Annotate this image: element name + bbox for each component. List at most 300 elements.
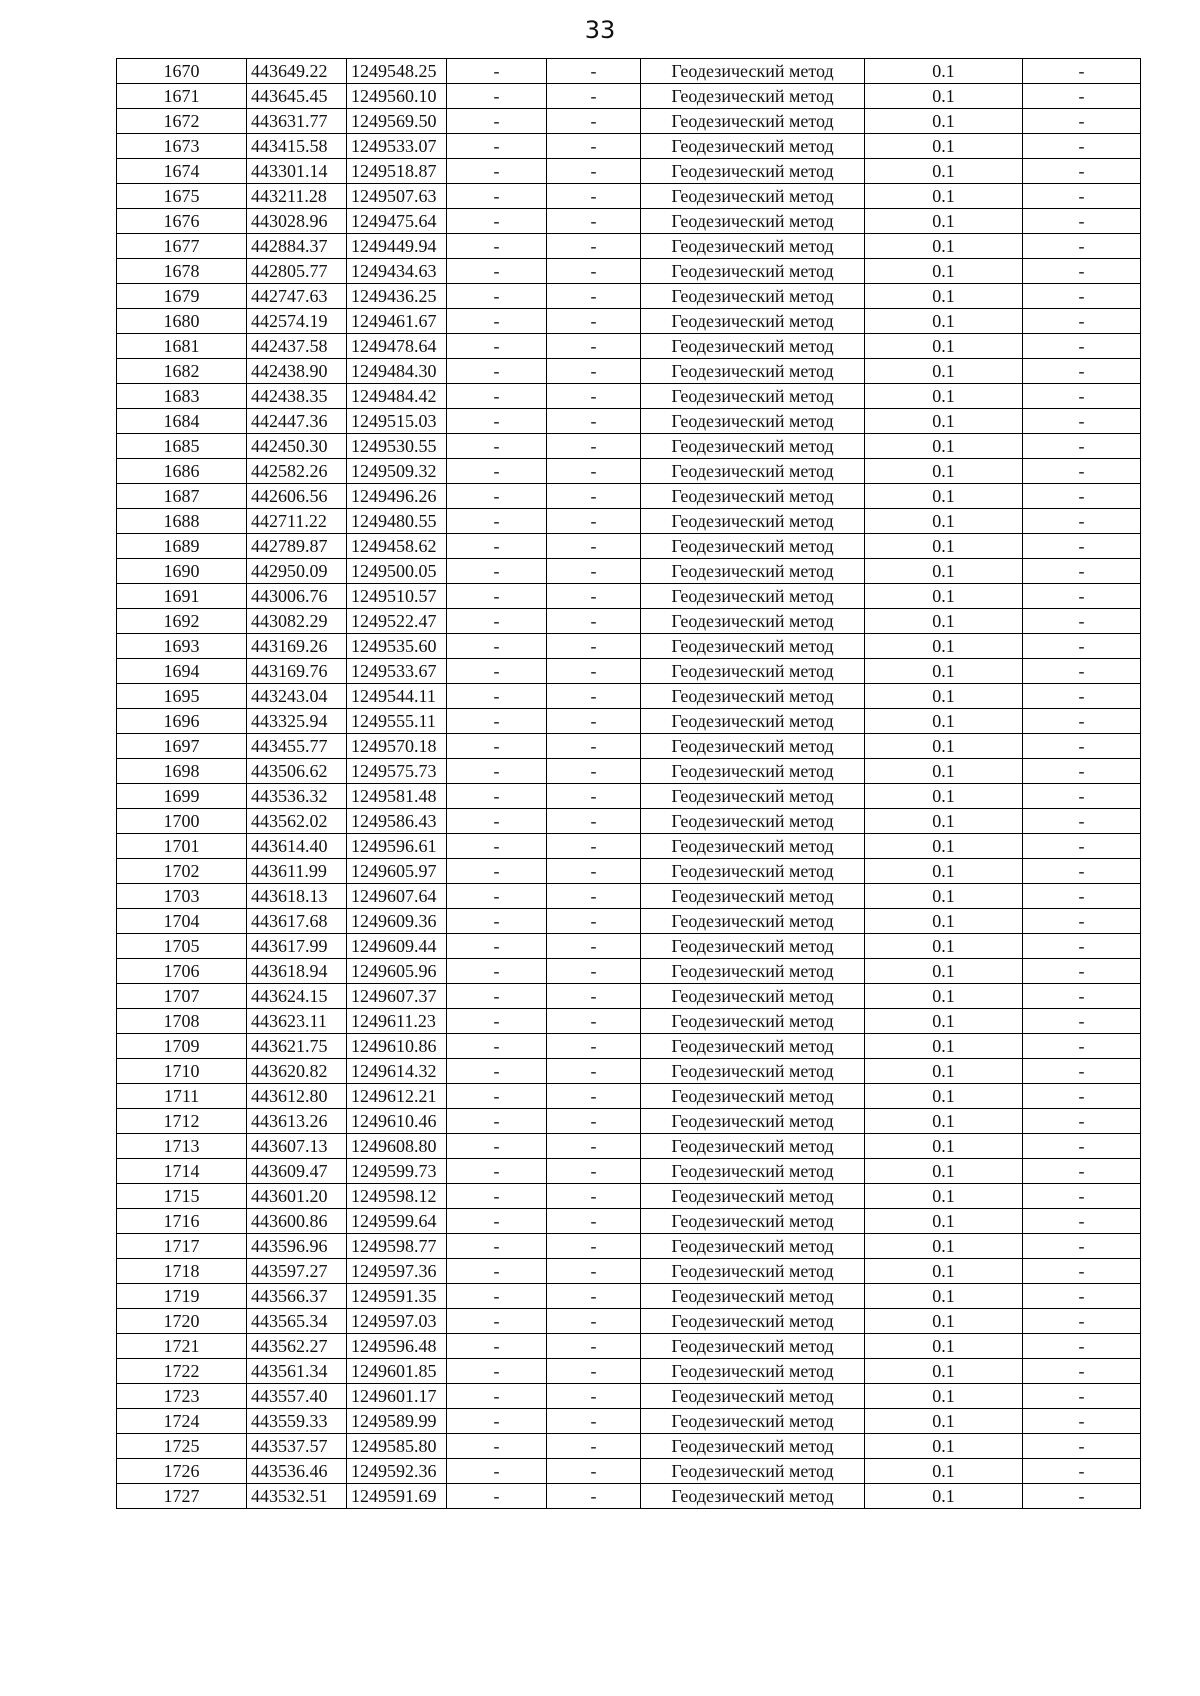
y-coordinate-cell: 1249601.17 xyxy=(347,1384,447,1409)
y-coordinate-cell: 1249535.60 xyxy=(347,634,447,659)
table-row xyxy=(117,184,1141,209)
y-coordinate-cell: 1249597.36 xyxy=(347,1259,447,1284)
y-coordinate-cell: 1249475.64 xyxy=(347,209,447,234)
col-8-cell: - xyxy=(1023,1084,1141,1109)
accuracy-cell: 0.1 xyxy=(865,934,1023,959)
method-cell: Геодезический метод xyxy=(641,334,865,359)
y-coordinate-cell: 1249612.21 xyxy=(347,1084,447,1109)
point-number-cell: 1680 xyxy=(117,309,247,334)
col-5-cell: - xyxy=(547,1359,641,1384)
point-number-cell: 1720 xyxy=(117,1309,247,1334)
x-coordinate-cell: 443169.26 xyxy=(247,634,347,659)
col-4-cell: - xyxy=(447,1434,547,1459)
col-5-cell: - xyxy=(547,484,641,509)
y-coordinate-cell: 1249461.67 xyxy=(347,309,447,334)
accuracy-cell: 0.1 xyxy=(865,384,1023,409)
col-5-cell: - xyxy=(547,1034,641,1059)
x-coordinate-cell: 443301.14 xyxy=(247,159,347,184)
accuracy-cell: 0.1 xyxy=(865,1184,1023,1209)
y-coordinate-cell: 1249522.47 xyxy=(347,609,447,634)
point-number-cell: 1683 xyxy=(117,384,247,409)
x-coordinate-cell: 443455.77 xyxy=(247,734,347,759)
col-8-cell: - xyxy=(1023,159,1141,184)
method-cell: Геодезический метод xyxy=(641,1159,865,1184)
method-cell: Геодезический метод xyxy=(641,1309,865,1334)
method-cell: Геодезический метод xyxy=(641,809,865,834)
page-number: 33 xyxy=(584,16,616,44)
col-8-cell: - xyxy=(1023,834,1141,859)
point-number-cell: 1724 xyxy=(117,1409,247,1434)
col-8-cell: - xyxy=(1023,1234,1141,1259)
table-row xyxy=(117,1059,1141,1084)
method-cell: Геодезический метод xyxy=(641,509,865,534)
method-cell: Геодезический метод xyxy=(641,909,865,934)
point-number-cell: 1701 xyxy=(117,834,247,859)
col-5-cell: - xyxy=(547,559,641,584)
col-5-cell: - xyxy=(547,1434,641,1459)
table-row xyxy=(117,159,1141,184)
x-coordinate-cell: 443611.99 xyxy=(247,859,347,884)
accuracy-cell: 0.1 xyxy=(865,559,1023,584)
col-4-cell: - xyxy=(447,559,547,584)
table-row xyxy=(117,759,1141,784)
x-coordinate-cell: 442438.35 xyxy=(247,384,347,409)
x-coordinate-cell: 443623.11 xyxy=(247,1009,347,1034)
method-cell: Геодезический метод xyxy=(641,259,865,284)
method-cell: Геодезический метод xyxy=(641,1409,865,1434)
table-row xyxy=(117,559,1141,584)
table-row xyxy=(117,284,1141,309)
x-coordinate-cell: 443082.29 xyxy=(247,609,347,634)
col-5-cell: - xyxy=(547,409,641,434)
method-cell: Геодезический метод xyxy=(641,759,865,784)
method-cell: Геодезический метод xyxy=(641,1384,865,1409)
x-coordinate-cell: 443624.15 xyxy=(247,984,347,1009)
col-4-cell: - xyxy=(447,934,547,959)
y-coordinate-cell: 1249509.32 xyxy=(347,459,447,484)
col-4-cell: - xyxy=(447,1284,547,1309)
y-coordinate-cell: 1249607.64 xyxy=(347,884,447,909)
method-cell: Геодезический метод xyxy=(641,484,865,509)
x-coordinate-cell: 443557.40 xyxy=(247,1384,347,1409)
accuracy-cell: 0.1 xyxy=(865,209,1023,234)
table-row xyxy=(117,1184,1141,1209)
accuracy-cell: 0.1 xyxy=(865,259,1023,284)
accuracy-cell: 0.1 xyxy=(865,1334,1023,1359)
col-4-cell: - xyxy=(447,1309,547,1334)
col-4-cell: - xyxy=(447,1459,547,1484)
y-coordinate-cell: 1249458.62 xyxy=(347,534,447,559)
col-8-cell: - xyxy=(1023,384,1141,409)
table-row xyxy=(117,84,1141,109)
method-cell: Геодезический метод xyxy=(641,1209,865,1234)
col-5-cell: - xyxy=(547,384,641,409)
point-number-cell: 1700 xyxy=(117,809,247,834)
col-8-cell: - xyxy=(1023,559,1141,584)
point-number-cell: 1671 xyxy=(117,84,247,109)
col-8-cell: - xyxy=(1023,609,1141,634)
table-row xyxy=(117,1284,1141,1309)
method-cell: Геодезический метод xyxy=(641,734,865,759)
col-4-cell: - xyxy=(447,1134,547,1159)
col-4-cell: - xyxy=(447,159,547,184)
col-5-cell: - xyxy=(547,984,641,1009)
accuracy-cell: 0.1 xyxy=(865,809,1023,834)
col-5-cell: - xyxy=(547,109,641,134)
point-number-cell: 1718 xyxy=(117,1259,247,1284)
x-coordinate-cell: 443612.80 xyxy=(247,1084,347,1109)
col-5-cell: - xyxy=(547,1159,641,1184)
accuracy-cell: 0.1 xyxy=(865,359,1023,384)
x-coordinate-cell: 442438.90 xyxy=(247,359,347,384)
point-number-cell: 1698 xyxy=(117,759,247,784)
col-8-cell: - xyxy=(1023,784,1141,809)
method-cell: Геодезический метод xyxy=(641,1009,865,1034)
x-coordinate-cell: 443561.34 xyxy=(247,1359,347,1384)
point-number-cell: 1722 xyxy=(117,1359,247,1384)
col-8-cell: - xyxy=(1023,984,1141,1009)
col-4-cell: - xyxy=(447,1009,547,1034)
x-coordinate-cell: 443600.86 xyxy=(247,1209,347,1234)
method-cell: Геодезический метод xyxy=(641,959,865,984)
point-number-cell: 1725 xyxy=(117,1434,247,1459)
method-cell: Геодезический метод xyxy=(641,709,865,734)
col-4-cell: - xyxy=(447,584,547,609)
x-coordinate-cell: 443532.51 xyxy=(247,1484,347,1509)
col-4-cell: - xyxy=(447,284,547,309)
point-number-cell: 1721 xyxy=(117,1334,247,1359)
y-coordinate-cell: 1249591.35 xyxy=(347,1284,447,1309)
point-number-cell: 1686 xyxy=(117,459,247,484)
col-4-cell: - xyxy=(447,909,547,934)
col-8-cell: - xyxy=(1023,534,1141,559)
col-5-cell: - xyxy=(547,1059,641,1084)
col-5-cell: - xyxy=(547,284,641,309)
col-5-cell: - xyxy=(547,59,641,84)
method-cell: Геодезический метод xyxy=(641,1109,865,1134)
accuracy-cell: 0.1 xyxy=(865,509,1023,534)
y-coordinate-cell: 1249484.30 xyxy=(347,359,447,384)
x-coordinate-cell: 443562.02 xyxy=(247,809,347,834)
table-row xyxy=(117,1134,1141,1159)
table-row xyxy=(117,309,1141,334)
method-cell: Геодезический метод xyxy=(641,1034,865,1059)
col-4-cell: - xyxy=(447,209,547,234)
col-5-cell: - xyxy=(547,359,641,384)
col-5-cell: - xyxy=(547,959,641,984)
col-8-cell: - xyxy=(1023,284,1141,309)
point-number-cell: 1679 xyxy=(117,284,247,309)
method-cell: Геодезический метод xyxy=(641,159,865,184)
accuracy-cell: 0.1 xyxy=(865,1359,1023,1384)
col-8-cell: - xyxy=(1023,1459,1141,1484)
point-number-cell: 1673 xyxy=(117,134,247,159)
point-number-cell: 1672 xyxy=(117,109,247,134)
col-5-cell: - xyxy=(547,1109,641,1134)
col-8-cell: - xyxy=(1023,434,1141,459)
col-8-cell: - xyxy=(1023,734,1141,759)
col-4-cell: - xyxy=(447,1184,547,1209)
col-4-cell: - xyxy=(447,134,547,159)
point-number-cell: 1688 xyxy=(117,509,247,534)
table-row xyxy=(117,1334,1141,1359)
method-cell: Геодезический метод xyxy=(641,934,865,959)
table-row xyxy=(117,134,1141,159)
point-number-cell: 1681 xyxy=(117,334,247,359)
point-number-cell: 1696 xyxy=(117,709,247,734)
accuracy-cell: 0.1 xyxy=(865,1234,1023,1259)
x-coordinate-cell: 443609.47 xyxy=(247,1159,347,1184)
table-row xyxy=(117,1484,1141,1509)
accuracy-cell: 0.1 xyxy=(865,1484,1023,1509)
point-number-cell: 1710 xyxy=(117,1059,247,1084)
col-5-cell: - xyxy=(547,259,641,284)
col-4-cell: - xyxy=(447,1484,547,1509)
y-coordinate-cell: 1249533.67 xyxy=(347,659,447,684)
table-row xyxy=(117,834,1141,859)
col-5-cell: - xyxy=(547,1309,641,1334)
col-4-cell: - xyxy=(447,684,547,709)
col-4-cell: - xyxy=(447,359,547,384)
method-cell: Геодезический метод xyxy=(641,384,865,409)
y-coordinate-cell: 1249610.46 xyxy=(347,1109,447,1134)
y-coordinate-cell: 1249586.43 xyxy=(347,809,447,834)
table-row xyxy=(117,1409,1141,1434)
x-coordinate-cell: 443649.22 xyxy=(247,59,347,84)
method-cell: Геодезический метод xyxy=(641,134,865,159)
table-row xyxy=(117,1109,1141,1134)
y-coordinate-cell: 1249596.48 xyxy=(347,1334,447,1359)
col-4-cell: - xyxy=(447,1359,547,1384)
col-8-cell: - xyxy=(1023,659,1141,684)
point-number-cell: 1705 xyxy=(117,934,247,959)
x-coordinate-cell: 443211.28 xyxy=(247,184,347,209)
x-coordinate-cell: 443506.62 xyxy=(247,759,347,784)
x-coordinate-cell: 443536.46 xyxy=(247,1459,347,1484)
accuracy-cell: 0.1 xyxy=(865,634,1023,659)
point-number-cell: 1707 xyxy=(117,984,247,1009)
x-coordinate-cell: 442582.26 xyxy=(247,459,347,484)
col-4-cell: - xyxy=(447,609,547,634)
y-coordinate-cell: 1249484.42 xyxy=(347,384,447,409)
col-4-cell: - xyxy=(447,434,547,459)
y-coordinate-cell: 1249500.05 xyxy=(347,559,447,584)
col-4-cell: - xyxy=(447,484,547,509)
table-row xyxy=(117,809,1141,834)
point-number-cell: 1723 xyxy=(117,1384,247,1409)
col-8-cell: - xyxy=(1023,684,1141,709)
table-body xyxy=(117,59,1141,1509)
method-cell: Геодезический метод xyxy=(641,584,865,609)
point-number-cell: 1697 xyxy=(117,734,247,759)
col-8-cell: - xyxy=(1023,1159,1141,1184)
col-8-cell: - xyxy=(1023,1309,1141,1334)
col-5-cell: - xyxy=(547,1459,641,1484)
accuracy-cell: 0.1 xyxy=(865,1084,1023,1109)
table-row xyxy=(117,659,1141,684)
x-coordinate-cell: 442606.56 xyxy=(247,484,347,509)
x-coordinate-cell: 443618.13 xyxy=(247,884,347,909)
col-5-cell: - xyxy=(547,309,641,334)
col-5-cell: - xyxy=(547,909,641,934)
col-4-cell: - xyxy=(447,509,547,534)
col-8-cell: - xyxy=(1023,634,1141,659)
x-coordinate-cell: 442950.09 xyxy=(247,559,347,584)
y-coordinate-cell: 1249609.44 xyxy=(347,934,447,959)
x-coordinate-cell: 443565.34 xyxy=(247,1309,347,1334)
method-cell: Геодезический метод xyxy=(641,1334,865,1359)
y-coordinate-cell: 1249608.80 xyxy=(347,1134,447,1159)
y-coordinate-cell: 1249601.85 xyxy=(347,1359,447,1384)
accuracy-cell: 0.1 xyxy=(865,409,1023,434)
col-4-cell: - xyxy=(447,84,547,109)
x-coordinate-cell: 442789.87 xyxy=(247,534,347,559)
table-row xyxy=(117,259,1141,284)
y-coordinate-cell: 1249449.94 xyxy=(347,234,447,259)
table-row xyxy=(117,884,1141,909)
accuracy-cell: 0.1 xyxy=(865,1434,1023,1459)
point-number-cell: 1703 xyxy=(117,884,247,909)
method-cell: Геодезический метод xyxy=(641,1284,865,1309)
col-5-cell: - xyxy=(547,1134,641,1159)
method-cell: Геодезический метод xyxy=(641,859,865,884)
point-number-cell: 1695 xyxy=(117,684,247,709)
method-cell: Геодезический метод xyxy=(641,609,865,634)
y-coordinate-cell: 1249592.36 xyxy=(347,1459,447,1484)
col-5-cell: - xyxy=(547,734,641,759)
x-coordinate-cell: 442805.77 xyxy=(247,259,347,284)
col-8-cell: - xyxy=(1023,1384,1141,1409)
col-4-cell: - xyxy=(447,784,547,809)
method-cell: Геодезический метод xyxy=(641,1484,865,1509)
col-4-cell: - xyxy=(447,309,547,334)
col-5-cell: - xyxy=(547,784,641,809)
col-4-cell: - xyxy=(447,384,547,409)
table-row xyxy=(117,1084,1141,1109)
col-5-cell: - xyxy=(547,1384,641,1409)
x-coordinate-cell: 443631.77 xyxy=(247,109,347,134)
accuracy-cell: 0.1 xyxy=(865,1034,1023,1059)
y-coordinate-cell: 1249610.86 xyxy=(347,1034,447,1059)
accuracy-cell: 0.1 xyxy=(865,1134,1023,1159)
col-5-cell: - xyxy=(547,684,641,709)
x-coordinate-cell: 443243.04 xyxy=(247,684,347,709)
method-cell: Геодезический метод xyxy=(641,634,865,659)
point-number-cell: 1689 xyxy=(117,534,247,559)
table-row xyxy=(117,59,1141,84)
accuracy-cell: 0.1 xyxy=(865,1159,1023,1184)
accuracy-cell: 0.1 xyxy=(865,1109,1023,1134)
accuracy-cell: 0.1 xyxy=(865,1459,1023,1484)
accuracy-cell: 0.1 xyxy=(865,334,1023,359)
table-row xyxy=(117,734,1141,759)
col-5-cell: - xyxy=(547,859,641,884)
table-row xyxy=(117,959,1141,984)
point-number-cell: 1708 xyxy=(117,1009,247,1034)
method-cell: Геодезический метод xyxy=(641,359,865,384)
col-5-cell: - xyxy=(547,1284,641,1309)
y-coordinate-cell: 1249478.64 xyxy=(347,334,447,359)
y-coordinate-cell: 1249599.64 xyxy=(347,1209,447,1234)
method-cell: Геодезический метод xyxy=(641,684,865,709)
col-4-cell: - xyxy=(447,859,547,884)
col-4-cell: - xyxy=(447,834,547,859)
col-5-cell: - xyxy=(547,1184,641,1209)
y-coordinate-cell: 1249436.25 xyxy=(347,284,447,309)
col-4-cell: - xyxy=(447,659,547,684)
x-coordinate-cell: 443325.94 xyxy=(247,709,347,734)
table-row xyxy=(117,409,1141,434)
point-number-cell: 1682 xyxy=(117,359,247,384)
point-number-cell: 1678 xyxy=(117,259,247,284)
x-coordinate-cell: 443597.27 xyxy=(247,1259,347,1284)
x-coordinate-cell: 443536.32 xyxy=(247,784,347,809)
table-row xyxy=(117,1434,1141,1459)
method-cell: Геодезический метод xyxy=(641,184,865,209)
col-5-cell: - xyxy=(547,234,641,259)
y-coordinate-cell: 1249507.63 xyxy=(347,184,447,209)
col-5-cell: - xyxy=(547,1084,641,1109)
table-row xyxy=(117,1309,1141,1334)
col-4-cell: - xyxy=(447,1034,547,1059)
point-number-cell: 1711 xyxy=(117,1084,247,1109)
y-coordinate-cell: 1249605.97 xyxy=(347,859,447,884)
col-8-cell: - xyxy=(1023,1284,1141,1309)
point-number-cell: 1727 xyxy=(117,1484,247,1509)
table-row xyxy=(117,509,1141,534)
y-coordinate-cell: 1249611.23 xyxy=(347,1009,447,1034)
point-number-cell: 1709 xyxy=(117,1034,247,1059)
col-8-cell: - xyxy=(1023,709,1141,734)
point-number-cell: 1691 xyxy=(117,584,247,609)
accuracy-cell: 0.1 xyxy=(865,734,1023,759)
col-5-cell: - xyxy=(547,584,641,609)
col-5-cell: - xyxy=(547,834,641,859)
y-coordinate-cell: 1249480.55 xyxy=(347,509,447,534)
table-row xyxy=(117,584,1141,609)
y-coordinate-cell: 1249597.03 xyxy=(347,1309,447,1334)
col-8-cell: - xyxy=(1023,459,1141,484)
accuracy-cell: 0.1 xyxy=(865,59,1023,84)
table-row xyxy=(117,784,1141,809)
x-coordinate-cell: 443621.75 xyxy=(247,1034,347,1059)
y-coordinate-cell: 1249548.25 xyxy=(347,59,447,84)
point-number-cell: 1670 xyxy=(117,59,247,84)
col-8-cell: - xyxy=(1023,184,1141,209)
y-coordinate-cell: 1249585.80 xyxy=(347,1434,447,1459)
col-5-cell: - xyxy=(547,1009,641,1034)
table-row xyxy=(117,934,1141,959)
y-coordinate-cell: 1249518.87 xyxy=(347,159,447,184)
method-cell: Геодезический метод xyxy=(641,1359,865,1384)
col-4-cell: - xyxy=(447,734,547,759)
accuracy-cell: 0.1 xyxy=(865,134,1023,159)
table-row xyxy=(117,109,1141,134)
col-8-cell: - xyxy=(1023,934,1141,959)
x-coordinate-cell: 442884.37 xyxy=(247,234,347,259)
accuracy-cell: 0.1 xyxy=(865,534,1023,559)
table-row xyxy=(117,234,1141,259)
col-5-cell: - xyxy=(547,809,641,834)
table-row xyxy=(117,209,1141,234)
y-coordinate-cell: 1249515.03 xyxy=(347,409,447,434)
point-number-cell: 1714 xyxy=(117,1159,247,1184)
table-row xyxy=(117,1459,1141,1484)
method-cell: Геодезический метод xyxy=(641,1259,865,1284)
table-row xyxy=(117,334,1141,359)
table-row xyxy=(117,859,1141,884)
accuracy-cell: 0.1 xyxy=(865,159,1023,184)
